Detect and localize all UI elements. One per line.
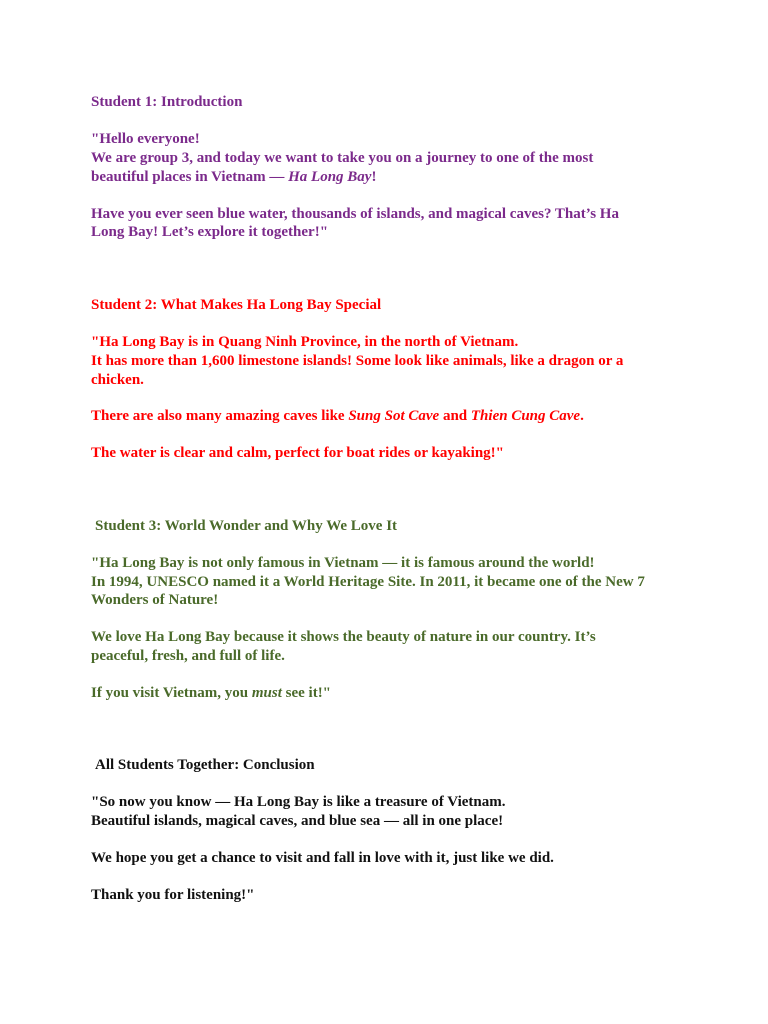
section-2-line-1: "Ha Long Bay is in Quang Ninh Province, in the north of Vietnam. (91, 334, 519, 350)
section-1-line-2: We are group 3, and today we want to take you on a journey to one of the most (91, 150, 594, 166)
section-3-heading: Student 3: World Wonder and Why We Love It (95, 518, 398, 534)
section-3-line-6 (91, 684, 331, 702)
section-4-line-3: We hope you get a chance to visit and fall in love with it, just like we did. (91, 850, 554, 866)
section-2-line-3: chicken. (91, 372, 144, 388)
section-2-cave-2: Thien Cung Cave (470, 408, 581, 424)
section-2-line-5: The water is clear and calm, perfect for boat rides or kayaking!" (91, 445, 505, 461)
section-4-line-4: Thank you for listening!" (91, 887, 255, 903)
section-1-heading: Student 1: Introduction (91, 94, 243, 110)
section-2-line-4-text-c: . (580, 408, 584, 424)
section-2-line-4-text-b: and (439, 408, 471, 424)
section-2-line-4 (91, 407, 584, 425)
section-3-line-1: "Ha Long Bay is not only famous in Vietnam — it is famous around the world! (91, 555, 595, 571)
section-3-line-6-text-a: If you visit Vietnam, you (91, 685, 252, 701)
section-2-heading: Student 2: What Makes Ha Long Bay Special (91, 297, 382, 313)
section-1-line-3 (91, 168, 376, 186)
section-1-line-1: "Hello everyone! (91, 131, 200, 147)
section-4-line-2: Beautiful islands, magical caves, and blue sea — all in one place! (91, 813, 504, 829)
section-3-line-5: peaceful, fresh, and full of life. (91, 648, 285, 664)
section-2-line-4-text-a: There are also many amazing caves like (91, 408, 349, 424)
section-1-line-4: Have you ever seen blue water, thousands of islands, and magical caves? That’s Ha (91, 206, 619, 222)
section-4-heading: All Students Together: Conclusion (95, 757, 315, 773)
section-1-line-5: Long Bay! Let’s explore it together!" (91, 224, 329, 240)
section-4-line-1: "So now you know — Ha Long Bay is like a treasure of Vietnam. (91, 794, 506, 810)
section-2-line-2: It has more than 1,600 limestone islands! Some look like animals, like a dragon or a (91, 353, 624, 369)
section-1-line-3-text-b: ! (371, 169, 377, 185)
section-1-line-3-text-a: beautiful places in Vietnam — (91, 169, 289, 185)
section-2-cave-1: Sung Sot Cave (348, 408, 440, 424)
section-3-line-6-text-b: see it!" (281, 685, 332, 701)
section-3-line-3: Wonders of Nature! (91, 592, 219, 608)
section-3-line-2: In 1994, UNESCO named it a World Heritage Site. In 2011, it became one of the New 7 (91, 574, 645, 590)
section-3-line-4: We love Ha Long Bay because it shows the beauty of nature in our country. It’s (91, 629, 596, 645)
section-3-line-6-emphasis: must (251, 685, 282, 701)
section-1-line-3-emphasis: Ha Long Bay (288, 169, 372, 185)
